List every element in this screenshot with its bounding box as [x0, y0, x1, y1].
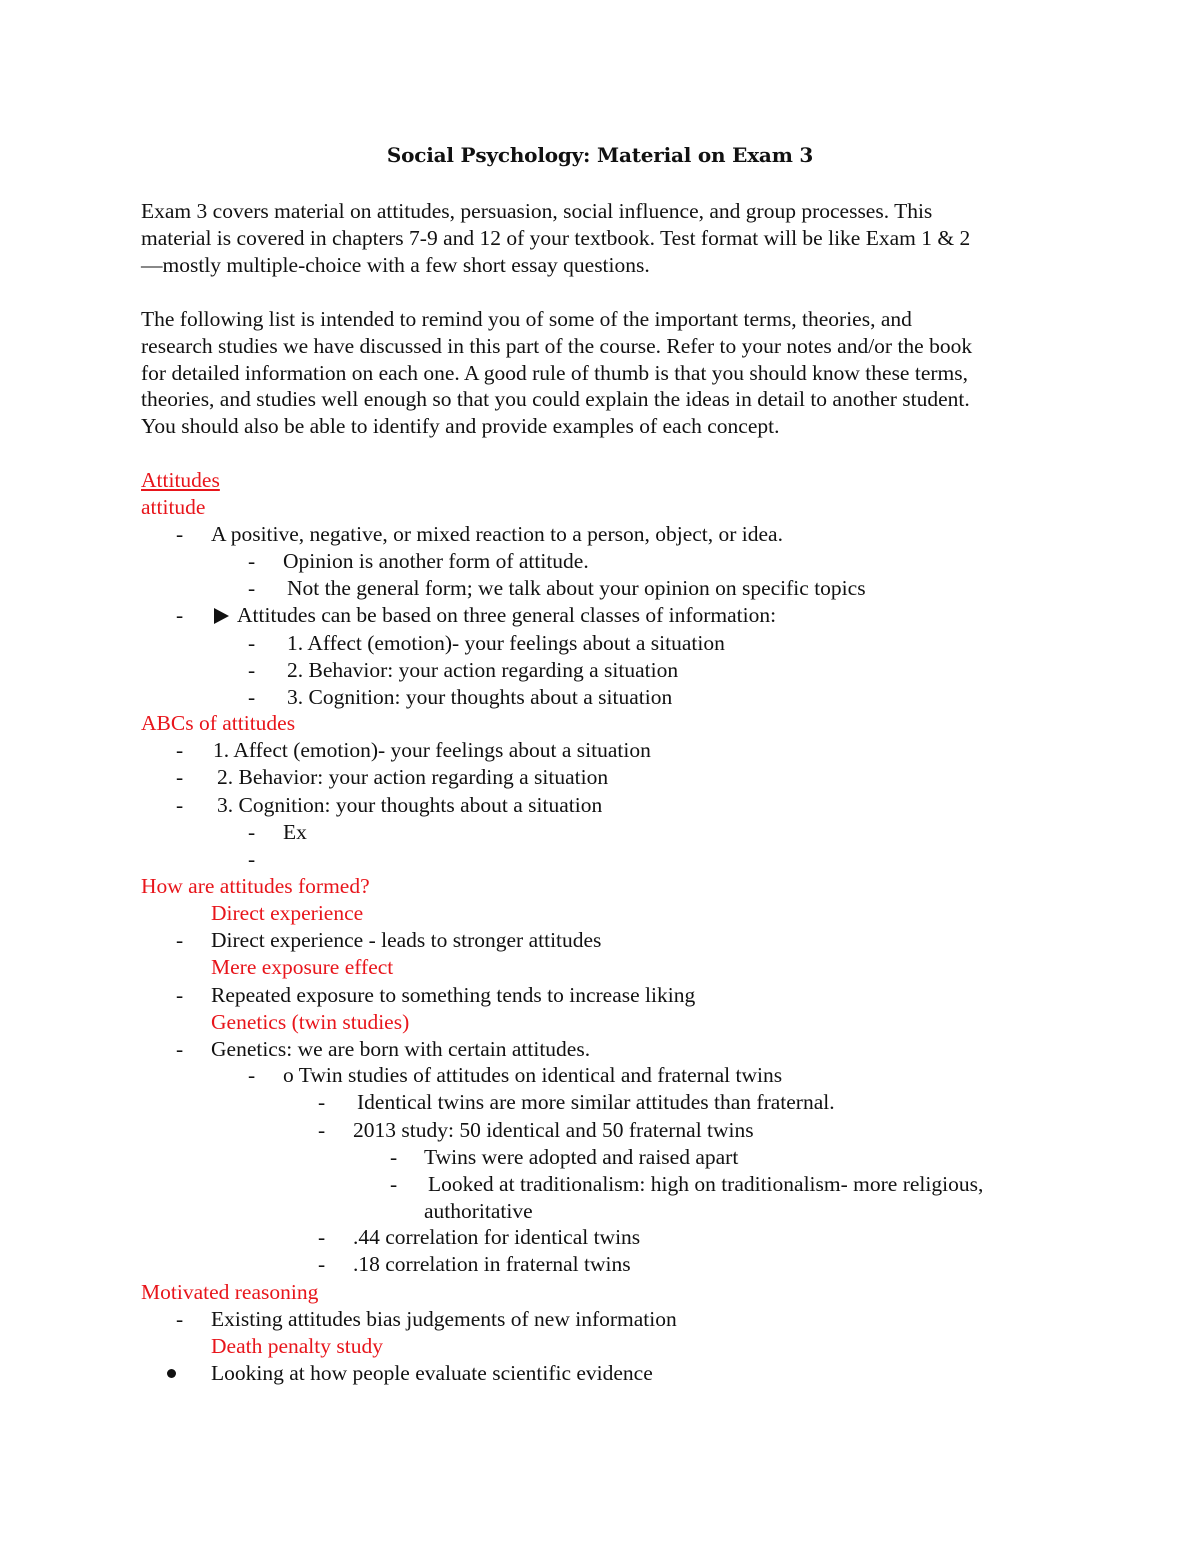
traditionalism-line: authoritative	[424, 1199, 533, 1223]
abcs-affect: 1. Affect (emotion)- your feelings about a situation	[213, 738, 651, 762]
dash-marker: -	[318, 1118, 326, 1142]
abcs-example: Ex	[283, 820, 307, 844]
behavior-item: 2. Behavior: your action regarding a situation	[287, 658, 679, 682]
dash-marker: -	[248, 685, 256, 709]
genetics-heading: Genetics (twin studies)	[211, 1010, 410, 1034]
identical-similar: Identical twins are more similar attitudes than fraternal.	[357, 1090, 835, 1114]
dash-marker: -	[248, 631, 256, 655]
dash-marker: -	[176, 765, 184, 789]
attitude-term: attitude	[141, 495, 206, 519]
opinion-note: Not the general form; we talk about your opinion on specific topics	[287, 576, 866, 600]
attitude-definition: A positive, negative, or mixed reaction to a person, object, or idea.	[211, 522, 783, 546]
dash-marker: -	[248, 1063, 256, 1087]
death-penalty-text: Looking at how people evaluate scientific evidence	[211, 1361, 653, 1385]
dash-marker: -	[390, 1172, 398, 1196]
abcs-behavior: 2. Behavior: your action regarding a situation	[217, 765, 609, 789]
direct-text: Direct experience - leads to stronger attitudes	[211, 928, 602, 952]
dash-marker: -	[248, 576, 256, 600]
death-penalty-heading: Death penalty study	[211, 1334, 383, 1358]
dash-marker: -	[318, 1252, 326, 1276]
correlation-fraternal: .18 correlation in fraternal twins	[353, 1252, 631, 1276]
guide-line: You should also be able to identify and provide examples of each concept.	[141, 414, 780, 439]
dash-marker: -	[176, 1037, 184, 1061]
dash-marker: -	[248, 549, 256, 573]
guide-line: research studies we have discussed in this part of the course. Refer to your notes and/or the book	[141, 333, 973, 358]
genetics-text: Genetics: we are born with certain attitudes.	[211, 1037, 591, 1061]
dash-marker: -	[248, 658, 256, 682]
guide-line: The following list is intended to remind you of some of the important terms, theories, and	[141, 307, 912, 331]
classes-item	[214, 602, 776, 629]
dash-marker: -	[390, 1145, 398, 1169]
abcs-heading: ABCs of attitudes	[141, 711, 296, 735]
intro-line: material is covered in chapters 7-9 and 12 of your textbook. Test format will be like Exam 1 & 2	[141, 225, 971, 250]
motivated-text: Existing attitudes bias judgements of new information	[211, 1307, 677, 1331]
dash-marker: -	[176, 603, 184, 627]
guide-line: theories, and studies well enough so that you could explain the ideas in detail to another student.	[141, 387, 970, 412]
dash-marker: -	[176, 928, 184, 952]
dash-marker: -	[318, 1225, 326, 1249]
guide-paragraph	[141, 306, 1071, 440]
dash-marker: -	[176, 983, 184, 1007]
arrow-right-icon	[214, 608, 229, 624]
guide-line: for detailed information on each one. A good rule of thumb is that you should know these terms,	[141, 360, 968, 385]
direct-heading: Direct experience	[211, 901, 364, 925]
traditionalism-line: Looked at traditionalism: high on traditionalism- more religious,	[428, 1172, 984, 1196]
classes-text: Attitudes can be based on three general classes of information:	[237, 603, 777, 627]
intro-paragraph	[141, 198, 1071, 278]
dash-marker: -	[248, 820, 256, 844]
correlation-identical: .44 correlation for identical twins	[353, 1225, 641, 1249]
affect-item: 1. Affect (emotion)- your feelings about a situation	[287, 631, 725, 655]
dash-marker: -	[248, 847, 256, 871]
formed-heading: How are attitudes formed?	[141, 874, 370, 898]
cognition-item: 3. Cognition: your thoughts about a situation	[287, 685, 673, 709]
study-2013: 2013 study: 50 identical and 50 fraternal twins	[353, 1118, 754, 1142]
dash-marker: -	[176, 1307, 184, 1331]
dash-marker: -	[176, 793, 184, 817]
bullet-icon	[167, 1369, 176, 1378]
abcs-cognition: 3. Cognition: your thoughts about a situation	[217, 793, 603, 817]
motivated-heading: Motivated reasoning	[141, 1280, 319, 1304]
twin-studies: o Twin studies of attitudes on identical and fraternal twins	[283, 1063, 783, 1087]
intro-line: —mostly multiple-choice with a few short essay questions.	[141, 252, 650, 277]
attitudes-heading: Attitudes	[141, 468, 220, 492]
dash-marker: -	[176, 738, 184, 762]
mere-heading: Mere exposure effect	[211, 955, 394, 979]
intro-line: Exam 3 covers material on attitudes, persuasion, social influence, and group processes. This	[141, 199, 933, 223]
mere-text: Repeated exposure to something tends to increase liking	[211, 983, 696, 1007]
adopted-apart: Twins were adopted and raised apart	[424, 1145, 739, 1169]
page-title: Social Psychology: Material on Exam 3	[386, 143, 814, 167]
dash-marker: -	[318, 1090, 326, 1114]
dash-marker: -	[176, 522, 184, 546]
opinion-note: Opinion is another form of attitude.	[283, 549, 589, 573]
